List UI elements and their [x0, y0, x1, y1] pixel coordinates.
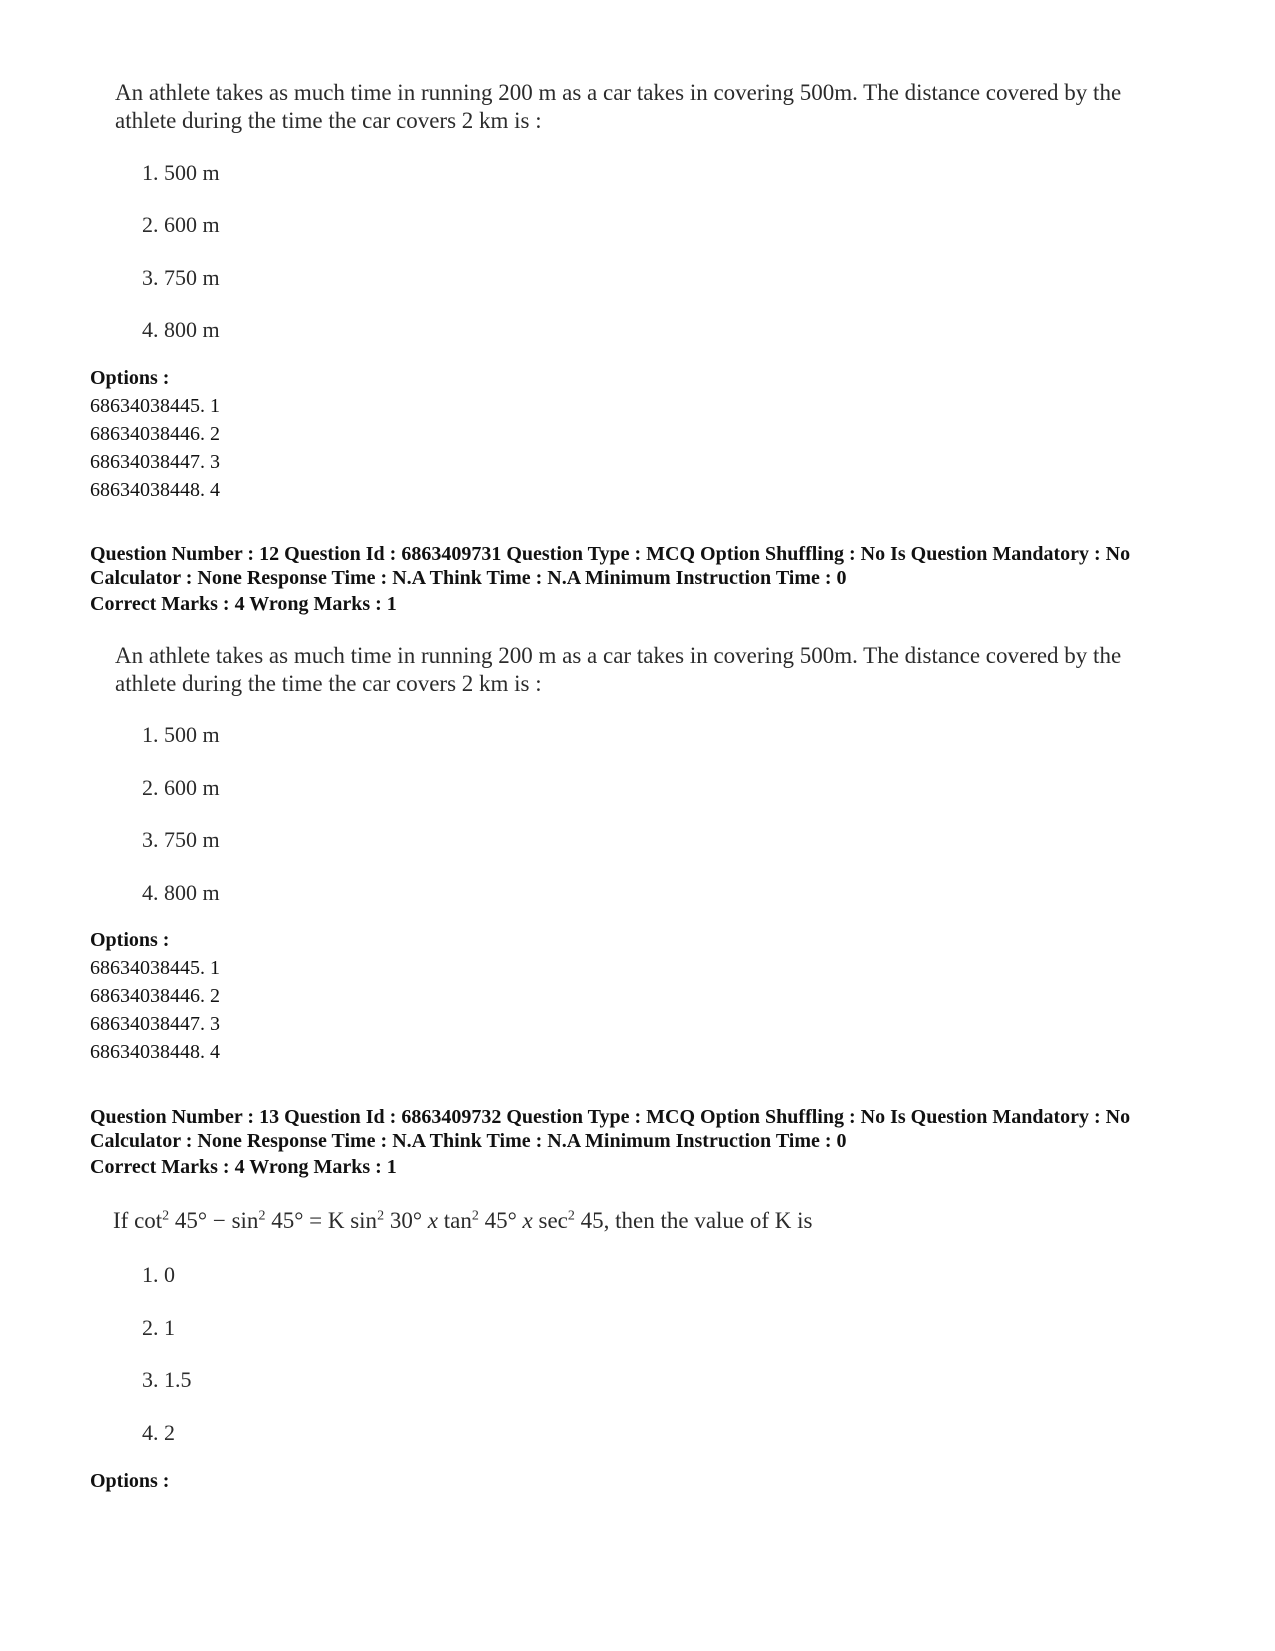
question-12-meta: Question Number : 12 Question Id : 6863409731 Question Type : MCQ Option Shuffling : No Is Question Mandatory : No Calculator : None Response Time : N.A Think Time : N.A Minimum Instruction Time : 0	[90, 543, 1131, 589]
question-12-marks: Correct Marks : 4 Wrong Marks : 1	[90, 593, 397, 615]
q12-choice-2: 2. 600 m	[142, 775, 220, 800]
q11-options-label: Options :	[90, 367, 170, 389]
q12-choice-4: 4. 800 m	[142, 880, 220, 905]
question-11-text: An athlete takes as much time in running 200 m as a car takes in covering 500m. The distance covered by the athlete during the time the car covers 2 km is :	[115, 80, 1122, 133]
q13-choice-4: 4. 2	[142, 1420, 175, 1445]
question-13-marks: Correct Marks : 4 Wrong Marks : 1	[90, 1156, 397, 1178]
q12-choice-1: 1. 500 m	[142, 722, 220, 747]
q11-option-id-4: 68634038448. 4	[90, 479, 220, 501]
q13-choice-1: 1. 0	[142, 1262, 175, 1287]
q13-choice-3: 3. 1.5	[142, 1367, 192, 1392]
q11-choice-3: 3. 750 m	[142, 265, 220, 290]
question-12-text: An athlete takes as much time in running 200 m as a car takes in covering 500m. The distance covered by the athlete during the time the car covers 2 km is :	[115, 643, 1122, 696]
q11-option-id-3: 68634038447. 3	[90, 451, 220, 473]
q12-choice-3: 3. 750 m	[142, 827, 220, 852]
q11-option-id-1: 68634038445. 1	[90, 395, 220, 417]
q12-option-id-4: 68634038448. 4	[90, 1041, 220, 1063]
question-13-text: If $\cot^2 45^\circ - \sin^2 45^\circ = K$ $\sin^2 30^\circ$ x $\tan^2 45^\circ$ x $\sec^2 45$, then the value of K is	[113, 1208, 813, 1233]
q12-option-id-2: 68634038446. 2	[90, 985, 220, 1007]
q12-options-label: Options :	[90, 929, 170, 951]
q13-choice-2: 2. 1	[142, 1315, 175, 1340]
q13-options-label: Options :	[90, 1470, 170, 1492]
q12-option-id-1: 68634038445. 1	[90, 957, 220, 979]
q11-option-id-2: 68634038446. 2	[90, 423, 220, 445]
q11-choice-4: 4. 800 m	[142, 317, 220, 342]
q11-choice-2: 2. 600 m	[142, 212, 220, 237]
question-13-meta: Question Number : 13 Question Id : 6863409732 Question Type : MCQ Option Shuffling : No Is Question Mandatory : No Calculator : None Response Time : N.A Think Time : N.A Minimum Instruction Time : 0	[90, 1106, 1131, 1152]
q12-option-id-3: 68634038447. 3	[90, 1013, 220, 1035]
q11-choice-1: 1. 500 m	[142, 160, 220, 185]
